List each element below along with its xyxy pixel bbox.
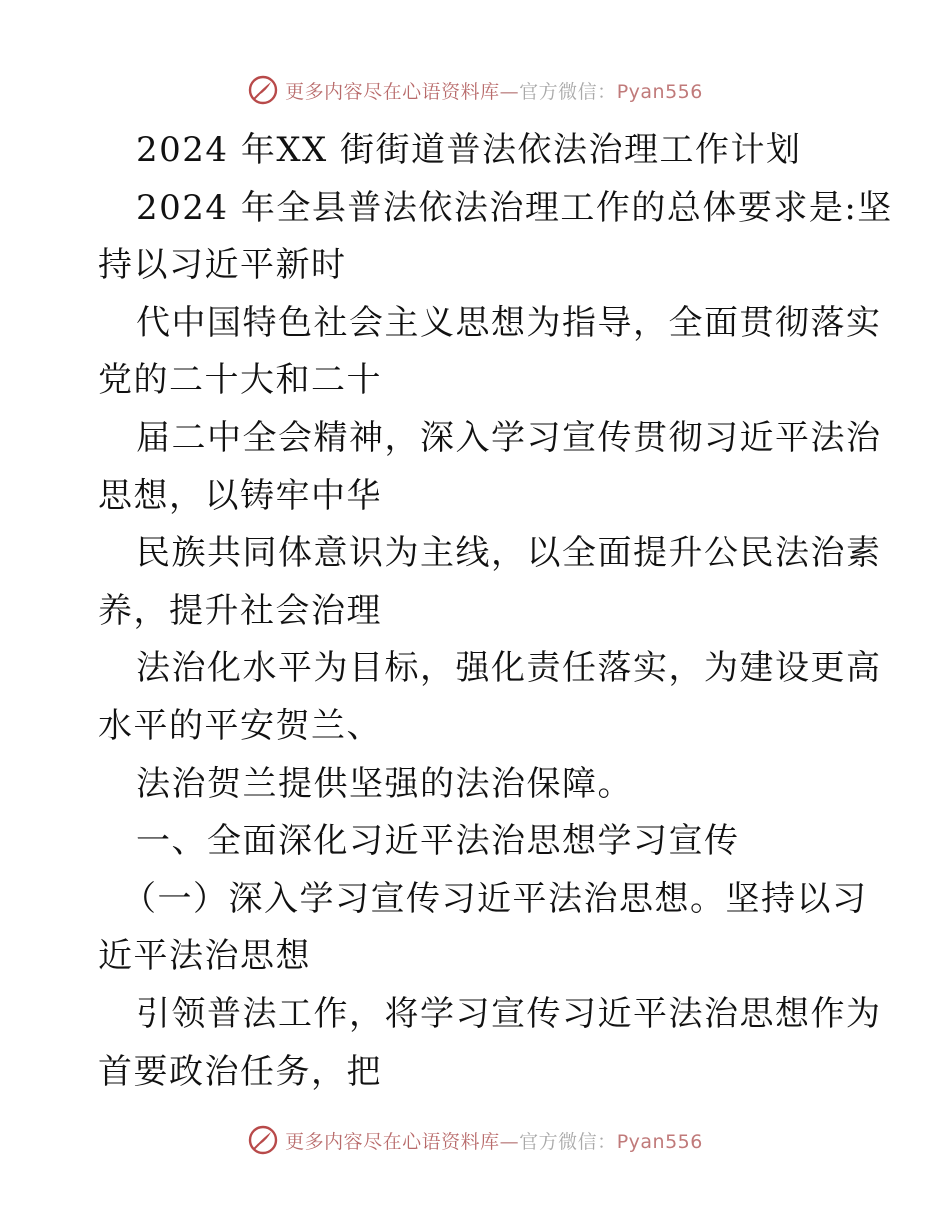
document-title: 2024 年XX 街街道普法依法治理工作计划 xyxy=(136,130,802,170)
watermark-main: 更多内容尽在心语资料库 xyxy=(285,80,500,103)
header-watermark xyxy=(0,72,950,108)
text-line: 养，提升社会治理 xyxy=(98,590,382,631)
text-line: 法治贺兰提供坚强的法治保障。 xyxy=(136,763,633,804)
document-body xyxy=(98,122,893,1101)
text-line: 引领普法工作，将学习宣传习近平法治思想作为 xyxy=(136,993,882,1034)
watermark-account: Pyan556 xyxy=(616,80,703,103)
watermark-main: 更多内容尽在心语资料库 xyxy=(285,1130,500,1153)
watermark-account: Pyan556 xyxy=(616,1130,703,1153)
text-line: 届二中全会精神，深入学习宣传贯彻习近平法治 xyxy=(136,417,882,458)
text-line: 民族共同体意识为主线，以全面提升公民法治素 xyxy=(136,533,882,574)
text-line: 水平的平安贺兰、 xyxy=(98,705,382,746)
text-line: 2024 年全县普法依法治理工作的总体要求是:坚 xyxy=(136,187,893,228)
watermark-separator: — xyxy=(499,1130,520,1153)
watermark-text xyxy=(285,1127,703,1154)
text-line: 首要政治任务，把 xyxy=(98,1051,382,1092)
subsection-heading: （一）深入学习宣传习近平法治思想。坚持以习 xyxy=(122,878,868,919)
watermark-label: 官方微信： xyxy=(519,1130,617,1153)
quill-seal-icon xyxy=(247,1124,279,1156)
watermark-separator: — xyxy=(499,80,520,103)
section-heading: 一、全面深化习近平法治思想学习宣传 xyxy=(136,821,740,862)
footer-watermark xyxy=(0,1122,950,1158)
text-line: 法治化水平为目标，强化责任落实，为建设更高 xyxy=(136,648,882,689)
text-line: 代中国特色社会主义思想为指导，全面贯彻落实 xyxy=(136,302,882,343)
text-line: 思想，以铸牢中华 xyxy=(98,475,382,516)
text-line: 党的二十大和二十 xyxy=(98,360,382,401)
quill-seal-icon xyxy=(247,74,279,106)
text-line: 近平法治思想 xyxy=(98,936,311,977)
text-line: 持以习近平新时 xyxy=(98,245,347,286)
watermark-text xyxy=(285,77,703,104)
watermark-label: 官方微信： xyxy=(519,80,617,103)
